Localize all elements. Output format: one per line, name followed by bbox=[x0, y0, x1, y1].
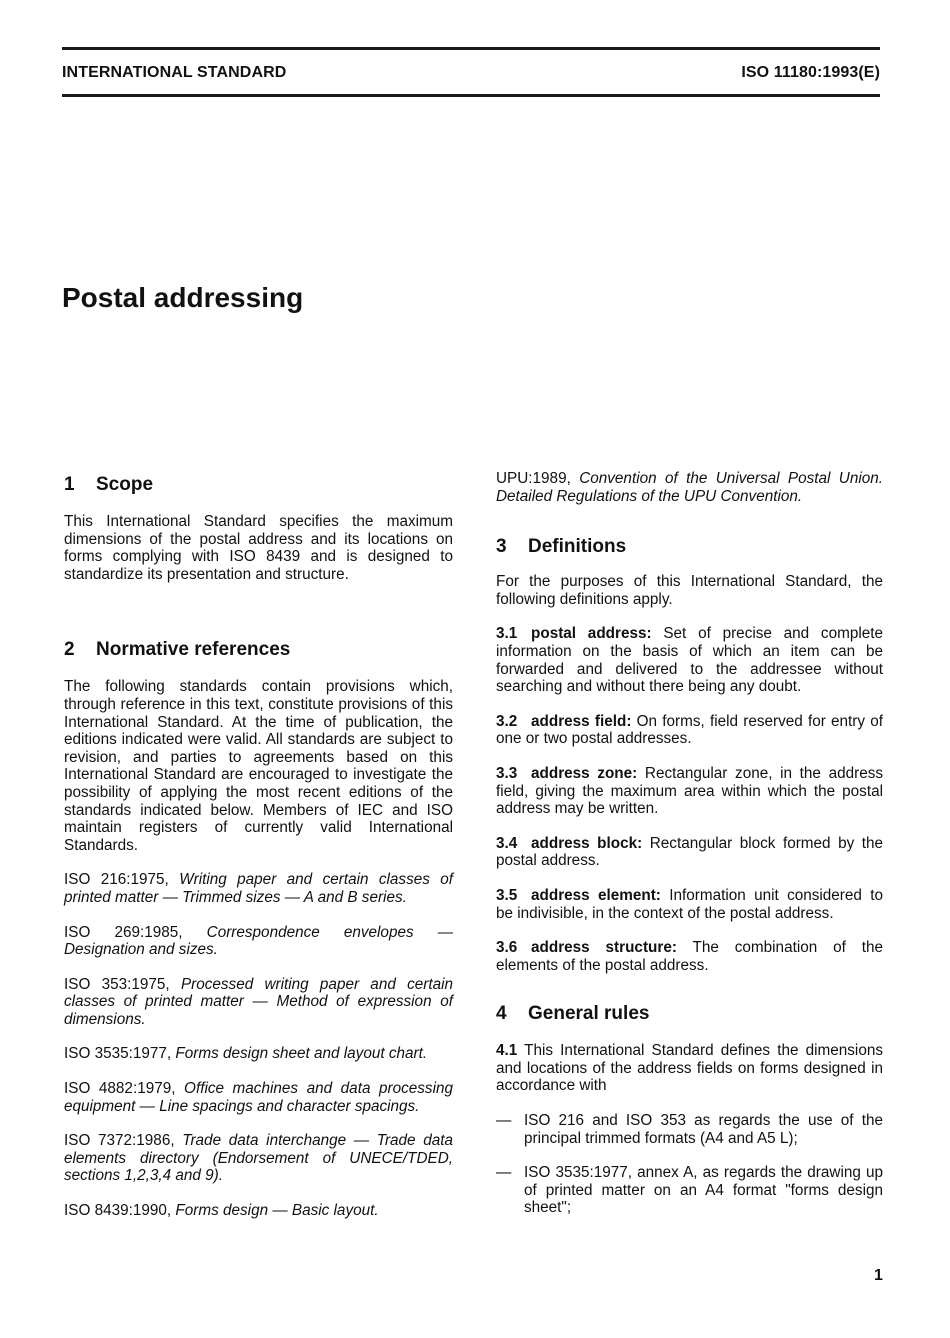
reference-title: Processed writing paper and certain classes of printed matter — Method of expression of dimensions. bbox=[64, 975, 454, 1028]
definitions-intro: For the purposes of this International Standard, the following definitions apply. bbox=[496, 573, 883, 608]
definition-number: 3.6 bbox=[496, 939, 518, 957]
reference-title: Office machines and data processing equipment — Line spacings and character spacings. bbox=[64, 1080, 453, 1115]
definition-text: On forms, field reserved for entry of one or two postal addresses. bbox=[496, 712, 883, 748]
section-2-heading bbox=[64, 638, 453, 662]
definition-text: Set of precise and complete information on the basis of which an item can be forwarded and delivered to the addressee without searching and without there being any doubt. bbox=[496, 625, 884, 696]
reference-item bbox=[64, 1202, 453, 1220]
reference-code: ISO 216:1975, bbox=[64, 871, 169, 889]
definition-term bbox=[496, 625, 652, 642]
section-number: 2 bbox=[64, 639, 75, 661]
section-4-heading bbox=[496, 1002, 883, 1026]
page-number: 1 bbox=[874, 1267, 883, 1284]
section-number: 1 bbox=[64, 474, 75, 495]
definition-text: Rectangular block formed by the postal address. bbox=[496, 834, 884, 870]
reference-code: ISO 7372:1986, bbox=[64, 1132, 175, 1150]
document-title: Postal addressing bbox=[62, 282, 304, 313]
reference-title: Convention of the Universal Postal Union. Detailed Regulations of the UPU Convention. bbox=[496, 470, 884, 505]
definition-term-text: address field: bbox=[531, 712, 632, 730]
reference-code: ISO 4882:1979, bbox=[64, 1080, 176, 1098]
definition-text: Information unit considered to be indivisible, in the context of the postal address. bbox=[496, 886, 883, 922]
definition-term-text: postal address: bbox=[531, 625, 652, 643]
general-rules-paragraph bbox=[496, 1042, 883, 1095]
left-column bbox=[64, 473, 453, 1237]
dash-marker: — bbox=[496, 1164, 512, 1182]
definition-item bbox=[496, 835, 883, 870]
paragraph-number: 4.1 bbox=[496, 1042, 518, 1060]
reference-title: Correspondence envelopes — Designation and sizes. bbox=[64, 923, 454, 959]
definition-item bbox=[496, 939, 883, 974]
header-top-rule bbox=[62, 47, 880, 50]
header-standard-type: INTERNATIONAL STANDARD bbox=[62, 64, 287, 81]
right-column bbox=[496, 470, 883, 1234]
header-bottom-rule bbox=[62, 94, 880, 97]
definition-number: 3.2 bbox=[496, 712, 518, 730]
reference-item bbox=[64, 924, 453, 959]
reference-code: ISO 353:1975, bbox=[64, 975, 170, 993]
reference-item bbox=[64, 1045, 453, 1063]
definition-item bbox=[496, 887, 883, 922]
reference-code: ISO 269:1985, bbox=[64, 923, 183, 941]
list-item-text: ISO 216 and ISO 353 as regards the use of the principal trimmed formats (A4 and A5 L); bbox=[524, 1112, 883, 1147]
definition-term-text: address block: bbox=[531, 834, 643, 852]
definition-number: 3.3 bbox=[496, 764, 518, 782]
reference-title: Writing paper and certain classes of printed matter — Trimmed sizes — A and B series. bbox=[64, 871, 454, 906]
reference-title: Trade data interchange — Trade data elements directory (Endorsement of UNECE/TDED, sections 1,2,3,4 and 9). bbox=[64, 1132, 453, 1185]
definition-number: 3.5 bbox=[496, 886, 518, 904]
section-number: 4 bbox=[496, 1003, 507, 1025]
definition-term bbox=[496, 713, 631, 730]
dash-marker: — bbox=[496, 1112, 512, 1130]
reference-item bbox=[64, 1132, 453, 1185]
definition-term-text: address structure: bbox=[531, 939, 677, 957]
section-title: Definitions bbox=[528, 536, 627, 558]
reference-item bbox=[64, 871, 453, 906]
list-item-text: ISO 3535:1977, annex A, as regards the drawing up of printed matter on an A4 format "forms design sheet"; bbox=[524, 1164, 883, 1217]
reference-item bbox=[64, 976, 453, 1029]
list-item bbox=[496, 1112, 883, 1147]
reference-item bbox=[64, 1080, 453, 1115]
reference-item bbox=[496, 470, 883, 505]
reference-title: Forms design — Basic layout. bbox=[175, 1202, 379, 1220]
section-3-heading bbox=[496, 535, 883, 559]
definition-term bbox=[496, 939, 677, 956]
reference-title: Forms design sheet and layout chart. bbox=[175, 1045, 428, 1063]
definition-number: 3.1 bbox=[496, 625, 518, 643]
definition-term bbox=[496, 765, 637, 782]
section-title: Scope bbox=[96, 474, 154, 495]
list-item bbox=[496, 1164, 883, 1217]
reference-code: UPU:1989, bbox=[496, 470, 571, 487]
section-number: 3 bbox=[496, 536, 507, 558]
definition-item bbox=[496, 625, 883, 695]
section-title: General rules bbox=[528, 1003, 650, 1025]
section-title: Normative references bbox=[96, 639, 291, 661]
definition-text: Rectangular zone, in the address field, giving the maximum area within which the postal address may be written. bbox=[496, 764, 884, 818]
definition-term bbox=[496, 887, 661, 904]
paragraph-text: This International Standard defines the dimensions and locations of the address fields on forms designed in accordance with bbox=[496, 1042, 883, 1095]
section-1-heading bbox=[64, 473, 453, 497]
definition-item bbox=[496, 765, 883, 818]
definition-term-text: address zone: bbox=[531, 764, 638, 782]
definition-text: The combination of the elements of the postal address. bbox=[496, 939, 883, 974]
scope-paragraph: This International Standard specifies the maximum dimensions of the postal address and its locations on forms complying with ISO 8439 and is designed to standardize its presentation and structure. bbox=[64, 513, 453, 583]
definition-item bbox=[496, 713, 883, 748]
definition-term-text: address element: bbox=[531, 886, 661, 904]
definition-number: 3.4 bbox=[496, 834, 518, 852]
reference-code: ISO 3535:1977, bbox=[64, 1045, 172, 1063]
definition-term bbox=[496, 835, 642, 852]
reference-code: ISO 8439:1990, bbox=[64, 1202, 172, 1220]
normative-intro: The following standards contain provisions which, through reference in this text, constitute provisions of this International Standard. At the time of publication, the editions indicated were valid. All standards are subject to revision, and parties to agreements based on this International Standard are encouraged to investigate the possibility of applying the most recent editions of the standards indicated below. Members of IEC and ISO maintain registers of currently valid International Standards. bbox=[64, 678, 453, 854]
header-standard-code: ISO 11180:1993(E) bbox=[741, 64, 880, 81]
